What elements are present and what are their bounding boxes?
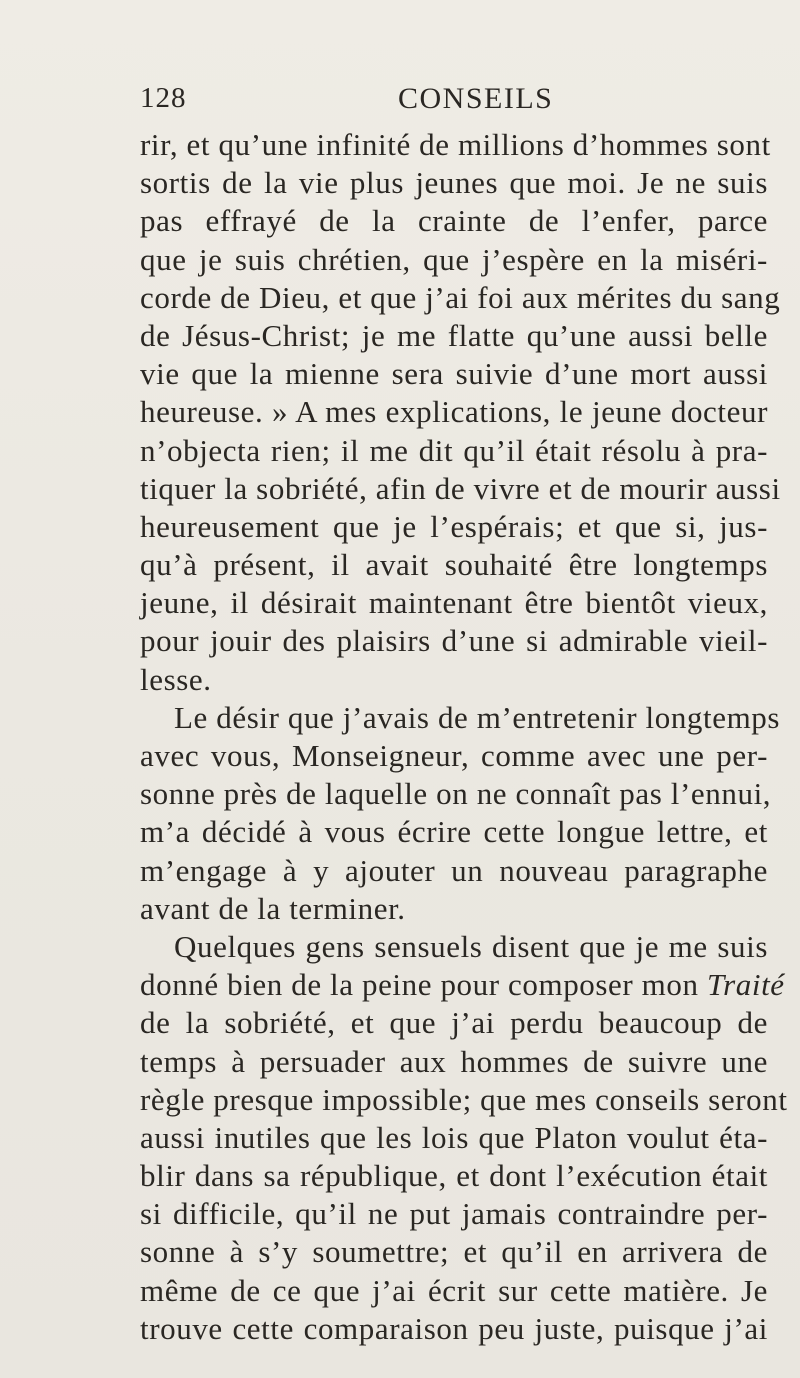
text-segment: donné bien de la peine pour composer mon xyxy=(140,967,699,1003)
text-line: avant de la terminer. xyxy=(140,890,406,926)
text-line: sonne près de laquelle on ne connaît pas l’ennui, xyxy=(140,776,772,812)
text-line: pour jouir des plaisirs d’une si admirable vieil- xyxy=(140,623,768,659)
text-line: heureuse. » A mes explications, le jeune docteur xyxy=(140,394,768,430)
text-line: pas effrayé de la crainte de l’enfer, parce xyxy=(140,203,768,239)
text-line: jeune, il désirait maintenant être bientôt vieux, xyxy=(140,585,768,621)
text-line: que je suis chrétien, que j’espère en la miséri- xyxy=(140,241,768,277)
paragraph-start-line: Le désir que j’avais de m’entretenir longtemps xyxy=(174,699,781,735)
text-line: de la sobriété, et que j’ai perdu beaucoup de xyxy=(140,1005,768,1041)
text-line: blir dans sa république, et dont l’exécution était xyxy=(140,1158,768,1194)
text-line: m’a décidé à vous écrire cette longue lettre, et xyxy=(140,814,768,850)
text-line: rir, et qu’une infinité de millions d’hommes sont xyxy=(140,127,771,162)
book-title-italic: Traité xyxy=(706,967,785,1003)
text-line: tiquer la sobriété, afin de vivre et de mourir aussi xyxy=(140,470,781,506)
text-line: sonne à s’y soumettre; et qu’il en arrivera de xyxy=(140,1234,768,1270)
text-line: règle presque impossible; que mes conseils seront xyxy=(140,1081,788,1117)
paragraph-start-line: Quelques gens sensuels disent que je me suis xyxy=(174,928,768,964)
text-line: aussi inutiles que les lois que Platon voulut éta- xyxy=(140,1119,768,1155)
text-line: trouve cette comparaison peu juste, puisque j’ai xyxy=(140,1310,768,1346)
text-line: temps à persuader aux hommes de suivre une xyxy=(140,1043,768,1079)
text-line: sortis de la vie plus jeunes que moi. Je ne suis xyxy=(140,165,768,201)
text-line: qu’à présent, il avait souhaité être longtemps xyxy=(140,547,768,583)
text-line: avec vous, Monseigneur, comme avec une per- xyxy=(140,738,768,773)
running-title: CONSEILS xyxy=(398,82,554,115)
text-line: corde de Dieu, et que j’ai foi aux mérites du sang xyxy=(140,279,781,315)
body-text xyxy=(140,126,788,1348)
text-line: même de ce que j’ai écrit sur cette matière. Je xyxy=(140,1272,768,1308)
text-line xyxy=(140,966,785,1004)
page-header xyxy=(140,82,760,122)
text-line: heureusement que je l’espérais; et que si, jus- xyxy=(140,508,768,544)
text-line: n’objecta rien; il me dit qu’il était résolu à pra- xyxy=(140,432,768,468)
text-line: de Jésus-Christ; je me flatte qu’une aussi belle xyxy=(140,317,768,353)
text-line: vie que la mienne sera suivie d’une mort aussi xyxy=(140,356,768,392)
text-line: m’engage à y ajouter un nouveau paragraphe xyxy=(140,852,768,888)
page-number: 128 xyxy=(140,82,187,114)
text-line: lesse. xyxy=(140,661,212,697)
text-line: si difficile, qu’il ne put jamais contraindre per- xyxy=(140,1196,768,1232)
